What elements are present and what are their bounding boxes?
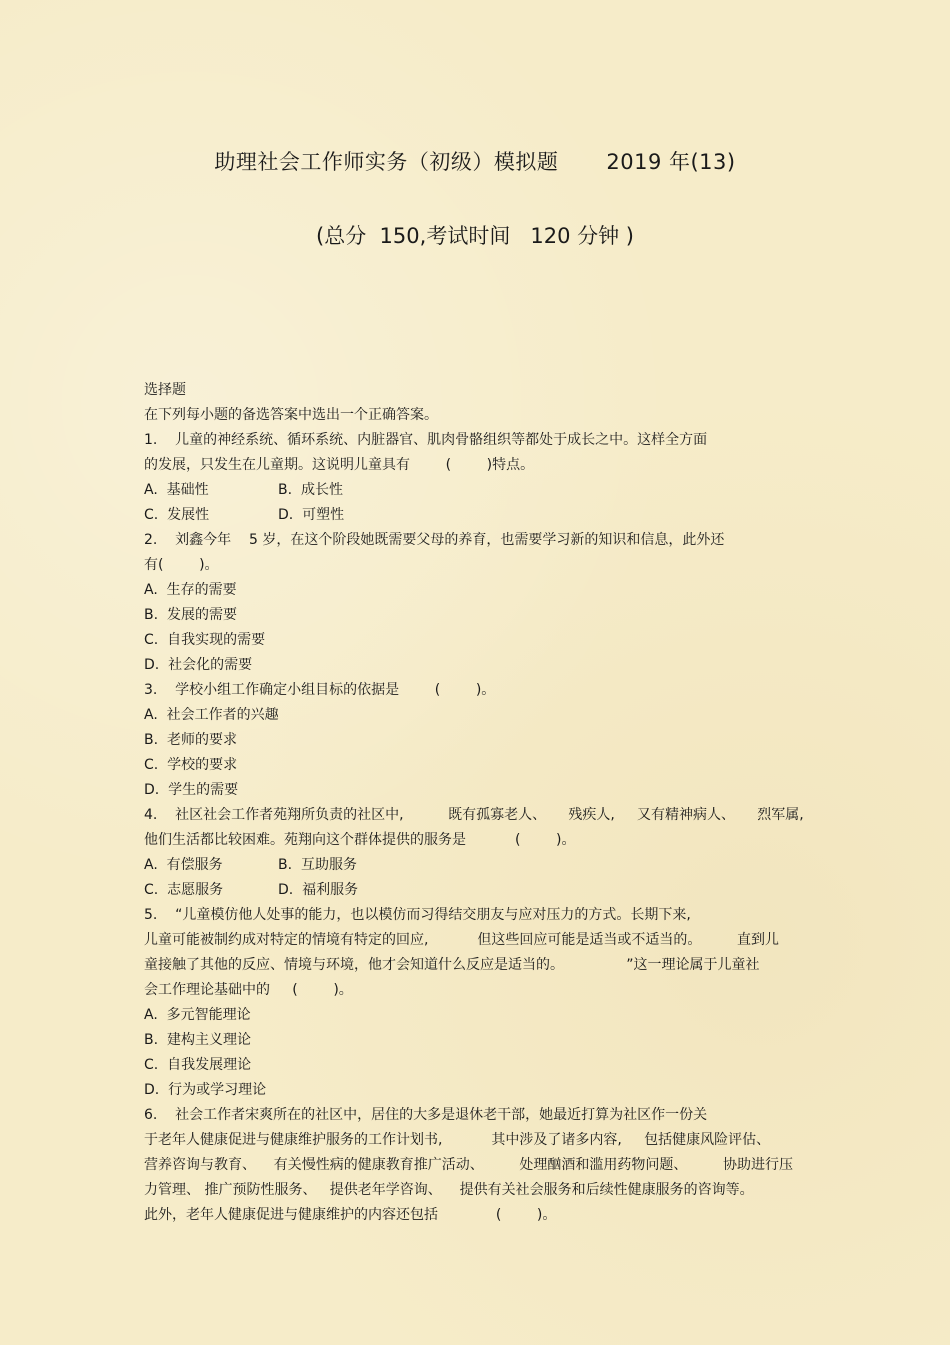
option-b: B. 互助服务 [278,857,357,873]
question-5-text: 5. “儿童模仿他人处事的能力，也以模仿而习得结交朋友与应对压力的方式。长期下来, [144,907,691,923]
question-1-text: 的发展，只发生在儿童期。这说明儿童具有 ( )特点。 [144,457,535,473]
option-c: C. 发展性 [144,507,210,523]
question-6-text: 营养咨询与教育、 有关慢性病的健康教育推广活动、 处理酗酒和滥用药物问题、 协助进行压 [144,1157,794,1173]
option-a: A. 基础性 [144,482,209,498]
question-1-text: 1. 儿童的神经系统、循环系统、内脏器官、肌肉骨骼组织等都处于成长之中。这样全方面 [144,432,708,448]
option-d: D. 社会化的需要 [144,657,253,673]
question-6-text: 力管理、 推广预防性服务、 提供老年学咨询、 提供有关社会服务和后续性健康服务的咨询等。 [144,1182,754,1198]
option-a: A. 多元智能理论 [144,1007,251,1023]
question-6-text: 于老年人健康促进与健康维护服务的工作计划书, 其中涉及了诸多内容, 包括健康风险评估、 [144,1132,771,1148]
option-b: B. 成长性 [278,482,343,498]
question-4-options [144,853,809,878]
question-4-options [144,878,809,903]
option-c: C. 自我实现的需要 [144,632,266,648]
document-subtitle: (总分 150,考试时间 120 分钟 ) [316,224,634,248]
document-title [0,146,950,176]
question-content [144,378,809,1228]
question-6-text: 此外，老年人健康促进与健康维护的内容还包括 ( )。 [144,1207,557,1223]
question-1-options [144,478,809,503]
title-year: 2019 年(13) [606,150,736,174]
option-b: B. 建构主义理论 [144,1032,251,1048]
question-5-text: 儿童可能被制约成对特定的情境有特定的回应, 但这些回应可能是适当或不适当的。 直到儿 [144,932,780,948]
option-c: C. 志愿服务 [144,882,224,898]
section-heading: 选择题 [144,382,186,398]
question-4-text: 4. 社区社会工作者苑翔所负责的社区中, 既有孤寡老人、 残疾人, 又有精神病人、 烈军属, [144,807,804,823]
question-2-text: 2. 刘鑫今年 5 岁，在这个阶段她既需要父母的养育，也需要学习新的知识和信息，此外还 [144,532,725,548]
question-2-text: 有( )。 [144,557,219,573]
option-a: A. 社会工作者的兴趣 [144,707,279,723]
option-d: D. 可塑性 [278,507,345,523]
question-3-text: 3. 学校小组工作确定小组目标的依据是 ( )。 [144,682,496,698]
option-c: C. 自我发展理论 [144,1057,252,1073]
option-a: A. 生存的需要 [144,582,237,598]
section-instruction: 在下列每小题的备选答案中选出一个正确答案。 [144,407,438,423]
option-b: B. 发展的需要 [144,607,237,623]
question-5-text: 会工作理论基础中的 ( )。 [144,982,353,998]
question-4-text: 他们生活都比较困难。苑翔向这个群体提供的服务是 ( )。 [144,832,576,848]
option-b: B. 老师的要求 [144,732,237,748]
question-6-text: 6. 社会工作者宋爽所在的社区中，居住的大多是退休老干部，她最近打算为社区作一份关 [144,1107,708,1123]
title-text: 助理社会工作师实务（初级）模拟题 [214,150,559,174]
option-d: D. 学生的需要 [144,782,239,798]
option-d: D. 福利服务 [278,882,359,898]
option-a: A. 有偿服务 [144,857,223,873]
question-5-text: 童接触了其他的反应、情境与环境，他才会知道什么反应是适当的。 ”这一理论属于儿童社 [144,957,760,973]
question-1-options [144,503,809,528]
option-d: D. 行为或学习理论 [144,1082,267,1098]
option-c: C. 学校的要求 [144,757,238,773]
